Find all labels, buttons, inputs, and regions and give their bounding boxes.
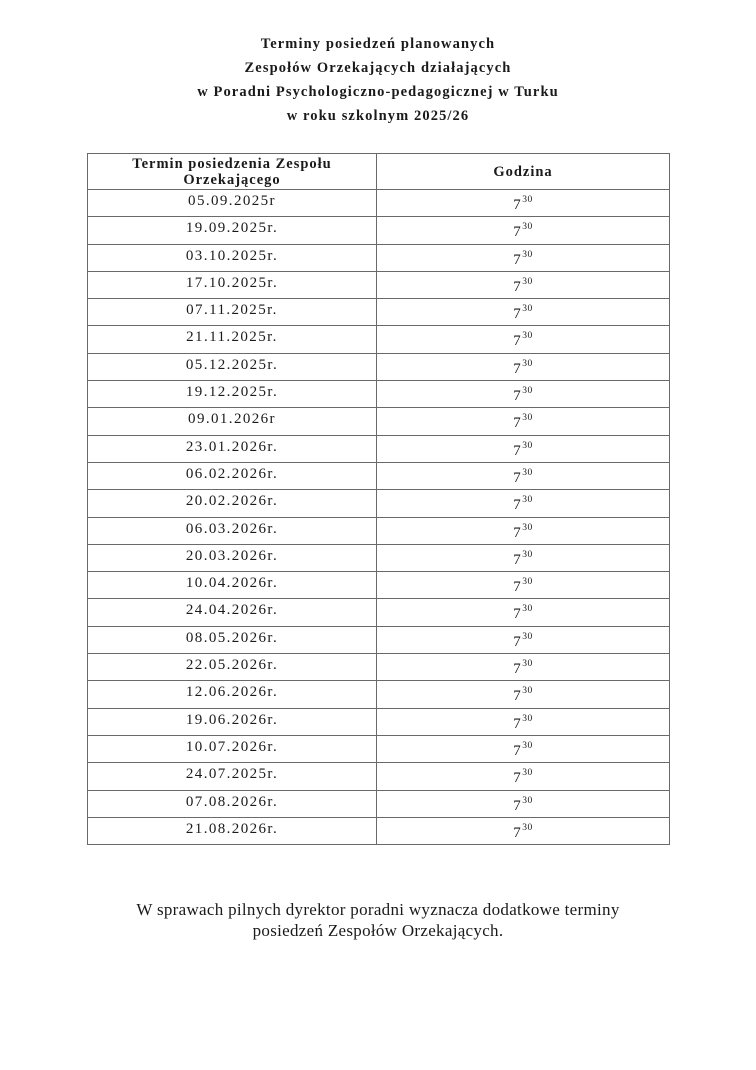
hour-cell [377, 790, 670, 817]
hour-value: 7 [513, 797, 523, 814]
meeting-date-cell: 21.11.2025r. [88, 326, 377, 353]
meeting-date-cell: 20.03.2026r. [88, 544, 377, 571]
table-row [88, 381, 670, 408]
minutes-value: 30 [522, 713, 533, 724]
minutes-value: 30 [522, 686, 533, 697]
table-row [88, 435, 670, 462]
hour-cell [377, 299, 670, 326]
meeting-date-cell: 06.02.2026r. [88, 462, 377, 489]
hour-value: 7 [513, 742, 523, 759]
minutes-value: 30 [522, 549, 533, 560]
table-row [88, 217, 670, 244]
minutes-value: 30 [522, 822, 533, 833]
hour-cell [377, 517, 670, 544]
meeting-date-cell: 19.06.2026r. [88, 708, 377, 735]
table-row [88, 490, 670, 517]
hour-value: 7 [513, 224, 523, 241]
minutes-value: 30 [522, 413, 533, 424]
meeting-date-cell: 05.09.2025r [88, 190, 377, 217]
hour-value: 7 [513, 715, 523, 732]
hour-cell [377, 490, 670, 517]
minutes-value: 30 [522, 358, 533, 369]
table-row [88, 735, 670, 762]
minutes-value: 30 [522, 440, 533, 451]
schedule-table [87, 153, 670, 845]
hour-value: 7 [513, 661, 523, 678]
hour-value: 7 [513, 251, 523, 268]
table-row [88, 654, 670, 681]
table-row [88, 599, 670, 626]
minutes-value: 30 [522, 495, 533, 506]
meeting-date-cell: 07.08.2026r. [88, 790, 377, 817]
meeting-date-cell: 17.10.2025r. [88, 271, 377, 298]
minutes-value: 30 [522, 631, 533, 642]
meeting-date-cell: 05.12.2025r. [88, 353, 377, 380]
table-row [88, 626, 670, 653]
hour-value: 7 [513, 197, 523, 213]
meeting-date-cell: 08.05.2026r. [88, 626, 377, 653]
title-line-3: w Poradni Psychologiczno-pedagogicznej w Turku [197, 84, 559, 100]
meeting-date-cell: 03.10.2025r. [88, 244, 377, 271]
note-line-1: W sprawach pilnych dyrektor poradni wyznacza dodatkowe terminy [136, 900, 620, 919]
table-row [88, 763, 670, 790]
meeting-date-cell: 24.07.2025r. [88, 763, 377, 790]
table-row [88, 462, 670, 489]
meeting-date-cell: 10.04.2026r. [88, 572, 377, 599]
hour-value: 7 [513, 824, 523, 841]
table-row [88, 817, 670, 844]
minutes-value: 30 [522, 195, 533, 205]
hour-cell [377, 544, 670, 571]
minutes-value: 30 [522, 577, 533, 588]
hour-cell [377, 817, 670, 844]
minutes-value: 30 [522, 331, 533, 342]
minutes-value: 30 [522, 276, 533, 287]
document-title [0, 32, 756, 128]
table-row [88, 572, 670, 599]
hour-value: 7 [513, 688, 523, 705]
table-row [88, 190, 670, 217]
hour-cell [377, 708, 670, 735]
table-row [88, 299, 670, 326]
note-line-2: posiedzeń Zespołów Orzekających. [252, 921, 504, 940]
hour-cell [377, 271, 670, 298]
meeting-date-cell: 07.11.2025r. [88, 299, 377, 326]
hour-cell [377, 626, 670, 653]
title-line-1: Terminy posiedzeń planowanych [260, 36, 496, 52]
table-row [88, 408, 670, 435]
meeting-date-cell: 24.04.2026r. [88, 599, 377, 626]
hour-cell [377, 217, 670, 244]
minutes-value: 30 [522, 304, 533, 315]
minutes-value: 30 [522, 768, 533, 779]
hour-cell [377, 735, 670, 762]
minutes-value: 30 [522, 522, 533, 533]
hour-cell [377, 435, 670, 462]
minutes-value: 30 [522, 740, 533, 751]
hour-value: 7 [513, 633, 523, 650]
title-line-2: Zespołów Orzekających działających [244, 60, 512, 76]
table-body [88, 190, 670, 845]
table-row [88, 544, 670, 571]
hour-cell [377, 654, 670, 681]
hour-cell [377, 599, 670, 626]
minutes-value: 30 [522, 386, 533, 397]
hour-value: 7 [513, 278, 523, 295]
minutes-value: 30 [522, 795, 533, 806]
minutes-value: 30 [522, 659, 533, 670]
hour-value: 7 [513, 579, 523, 596]
hour-cell [377, 190, 670, 217]
hour-cell [377, 681, 670, 708]
table-row [88, 271, 670, 298]
meeting-date-cell: 06.03.2026r. [88, 517, 377, 544]
table-row [88, 244, 670, 271]
hour-value: 7 [513, 497, 523, 514]
hour-cell [377, 462, 670, 489]
meeting-date-cell: 22.05.2026r. [88, 654, 377, 681]
table-row [88, 708, 670, 735]
hour-value: 7 [513, 524, 523, 541]
table-row [88, 517, 670, 544]
meeting-date-cell: 21.08.2026r. [88, 817, 377, 844]
minutes-value: 30 [522, 222, 533, 233]
table-row [88, 681, 670, 708]
hour-value: 7 [513, 388, 523, 405]
table-header-row [88, 154, 670, 190]
note-paragraph [60, 899, 696, 941]
hour-cell [377, 244, 670, 271]
header-hour: Godzina [377, 154, 670, 190]
header-meeting-date: Termin posiedzenia Zespołu Orzekającego [88, 154, 377, 190]
meeting-date-cell: 10.07.2026r. [88, 735, 377, 762]
meeting-date-cell: 19.09.2025r. [88, 217, 377, 244]
minutes-value: 30 [522, 249, 533, 260]
hour-value: 7 [513, 469, 523, 486]
meeting-date-cell: 19.12.2025r. [88, 381, 377, 408]
minutes-value: 30 [522, 467, 533, 478]
meeting-date-cell: 23.01.2026r. [88, 435, 377, 462]
hour-value: 7 [513, 442, 523, 459]
title-line-4: w roku szkolnym 2025/26 [286, 108, 470, 124]
hour-value: 7 [513, 360, 523, 377]
minutes-value: 30 [522, 604, 533, 615]
meeting-date-cell: 12.06.2026r. [88, 681, 377, 708]
hour-value: 7 [513, 306, 523, 323]
table-row [88, 790, 670, 817]
meeting-date-cell: 20.02.2026r. [88, 490, 377, 517]
hour-value: 7 [513, 415, 523, 432]
hour-cell [377, 381, 670, 408]
hour-cell [377, 572, 670, 599]
hour-value: 7 [513, 606, 523, 623]
hour-value: 7 [513, 770, 523, 787]
hour-cell [377, 353, 670, 380]
table-row [88, 353, 670, 380]
meeting-date-cell: 09.01.2026r [88, 408, 377, 435]
hour-cell [377, 408, 670, 435]
hour-value: 7 [513, 333, 523, 350]
hour-cell [377, 326, 670, 353]
table-row [88, 326, 670, 353]
hour-cell [377, 763, 670, 790]
hour-value: 7 [513, 551, 523, 568]
